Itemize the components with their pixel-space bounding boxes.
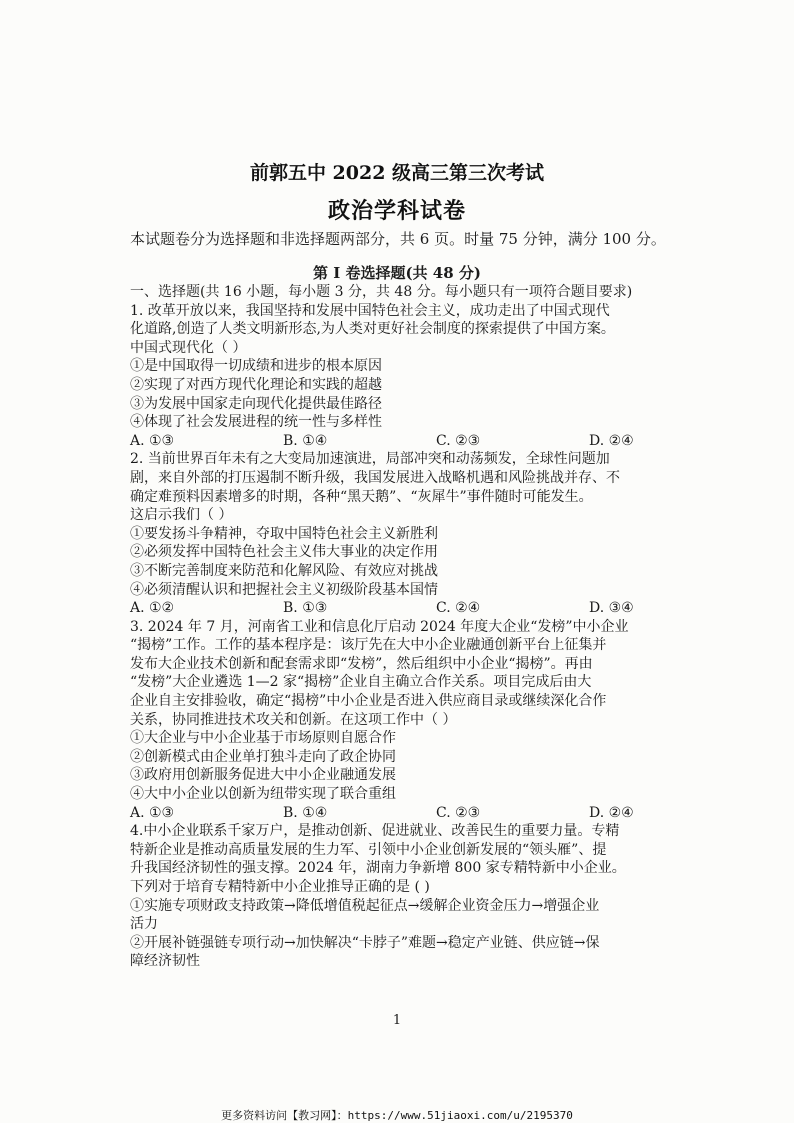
question-stem-line: 1. 改革开放以来，我国坚持和发展中国特色社会主义，成功走出了中国式现代 [130, 302, 610, 319]
section-title: 第 I 卷选择题(共 48 分) [313, 264, 481, 282]
answer-choice: D. ②④ [589, 804, 634, 821]
question-option: ②必须发挥中国特色社会主义伟大事业的决定作用 [130, 544, 438, 561]
exam-intro: 本试题卷分为选择题和非选择题两部分，共 6 页。时量 75 分钟，满分 100 分。 [130, 230, 666, 248]
question-stem-line: 2. 当前世界百年未有之大变局加速演进，局部冲突和动荡频发，全球性问题加 [130, 451, 610, 468]
page-number: 1 [392, 1013, 402, 1028]
question-content [130, 283, 670, 971]
question-stem-line: 4.中小企业联系千家万户，是推动创新、促进就业、改善民生的重要力量。专精 [130, 823, 620, 840]
question-option: ③不断完善制度来防范和化解风险、有效应对挑战 [130, 562, 438, 579]
question-stem-line: 中国式现代化（ ） [130, 339, 247, 356]
question-stem-line: 剧，来自外部的打压遏制不断升级，我国发展进入战略机遇和风险挑战并存、不 [130, 469, 620, 486]
question-option: ④体现了社会发展进程的统一性与多样性 [130, 414, 382, 431]
question-option: 活力 [130, 916, 158, 933]
answer-choice: D. ③④ [589, 600, 634, 617]
answer-choice: C. ②③ [436, 804, 481, 821]
question-option: ①是中国取得一切成绩和进步的根本原因 [130, 358, 382, 375]
question-stem-line: 确定难预料因素增多的时期，各种“黑天鹅”、“灰犀牛”事件随时可能发生。 [130, 488, 593, 505]
question-stem-line: 升我国经济韧性的强支撑。2024 年，湖南力争新增 800 家专精特新中小企业。 [130, 860, 626, 877]
question-stem-line: 化道路,创造了人类文明新形态,为人类对更好社会制度的探索提供了中国方案。 [130, 321, 615, 338]
answer-choice: A. ①② [130, 600, 175, 617]
question-stem-line: 这启示我们（ ） [130, 507, 233, 524]
question-stem-line: 下列对于培育专精特新中小企业推导正确的是 ( ) [130, 879, 430, 895]
question-stem-line: 发布大企业技术创新和配套需求即“发榜”，然后组织中小企业“揭榜”。再由 [130, 655, 593, 672]
answer-choice: B. ①④ [283, 432, 328, 449]
answer-choice: A. ①③ [130, 432, 175, 449]
question-stem-line: 企业自主安排验收，确定“揭榜”中小企业是否进入供应商目录或继续深化合作 [130, 693, 607, 710]
footer-link[interactable]: https://www.51jiaoxi.com/u/2195370 [347, 1109, 573, 1122]
answer-choices [130, 599, 670, 618]
question-option: ④大中小企业以创新为纽带实现了联合重组 [130, 786, 396, 803]
answer-choice: C. ②④ [436, 600, 481, 617]
answer-choice: D. ②④ [589, 432, 634, 449]
question-option: ①大企业与中小企业基于市场原则自愿合作 [130, 730, 396, 747]
question-stem-line: “发榜”大企业遴选 1—2 家“揭榜”企业自主确立合作关系。项目完成后由大 [130, 674, 592, 691]
question-option: ①要发扬斗争精神，夺取中国特色社会主义新胜利 [130, 525, 438, 542]
answer-choices [130, 432, 670, 451]
question-option: ④必须清醒认识和把握社会主义初级阶段基本国情 [130, 581, 438, 598]
footer-label: 更多资料访问【教习网】： [221, 1109, 348, 1122]
answer-choice: B. ①④ [283, 804, 328, 821]
question-option: ②创新模式由企业单打独斗走向了政企协同 [130, 748, 396, 765]
subject-title: 政治学科试卷 [327, 198, 466, 224]
question-option: 障经济韧性 [130, 953, 200, 970]
question-option: ②实现了对西方现代化理论和实践的超越 [130, 376, 382, 393]
section-instructions: 一、选择题(共 16 小题，每小题 3 分，共 48 分。每小题只有一项符合题目要求) [130, 284, 633, 300]
question-stem-line: 特新企业是推动高质量发展的生力军、引领中小企业创新发展的“领头雁”、提 [130, 841, 607, 858]
answer-choices [130, 804, 670, 823]
answer-choice: B. ①③ [283, 600, 328, 617]
answer-choice: A. ①③ [130, 804, 175, 821]
school-title: 前郭五中 2022 级高三第三次考试 [249, 162, 545, 184]
question-option: ③为发展中国家走向现代化提供最佳路径 [130, 395, 382, 412]
question-option: ③政府用创新服务促进大中小企业融通发展 [130, 767, 396, 784]
answer-choice: C. ②③ [436, 432, 481, 449]
question-option: ②开展补链强链专项行动→加快解决“卡脖子”难题→稳定产业链、供应链→保 [130, 934, 600, 951]
question-stem-line: 3. 2024 年 7 月，河南省工业和信息化厅启动 2024 年度大企业“发榜”中小企业 [130, 618, 629, 635]
question-option: ①实施专项财政支持政策→降低增值税起征点→缓解企业资金压力→增强企业 [130, 897, 600, 914]
footer [0, 1107, 794, 1123]
question-stem-line: 关系，协同推进技术攻关和创新。在这项工作中（ ） [130, 711, 457, 728]
question-stem-line: “揭榜”工作。工作的基本程序是：该厅先在大中小企业融通创新平台上征集并 [130, 637, 607, 654]
